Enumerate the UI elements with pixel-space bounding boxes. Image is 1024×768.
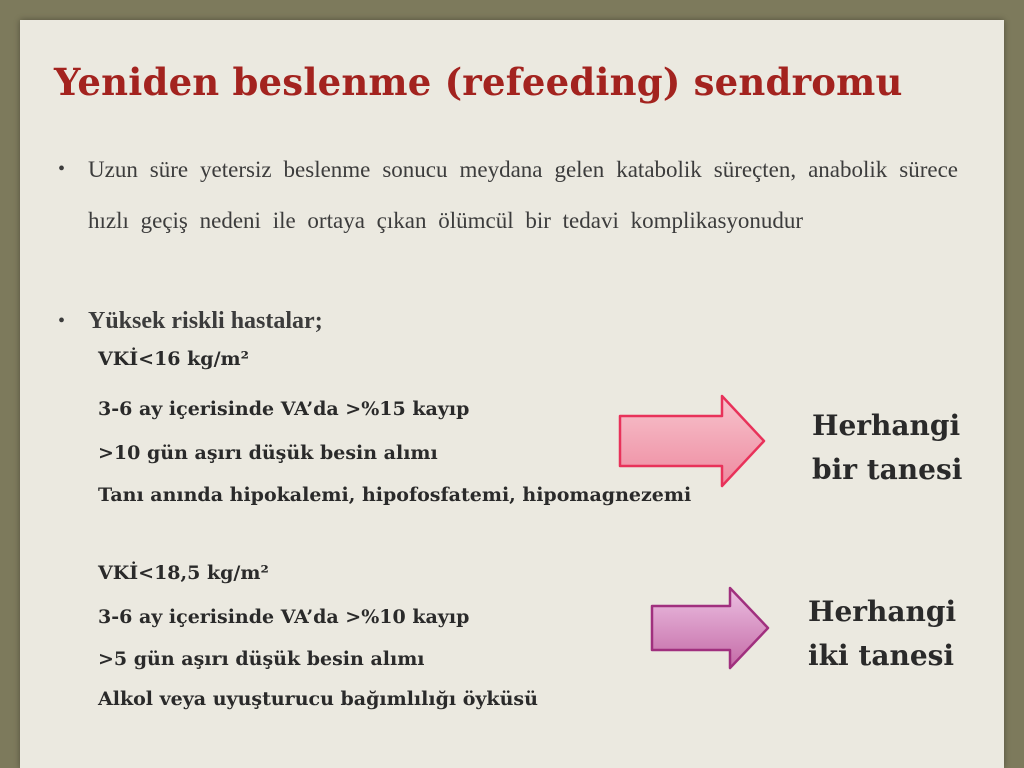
criterion-weight-loss-10: 3-6 ay içerisinde VA’da >%10 kayıp <box>98 606 470 628</box>
bullet-high-risk <box>58 296 323 347</box>
slide-title: Yeniden beslenme (refeeding) sendromu <box>54 60 903 104</box>
bullet-dot: • <box>58 310 66 332</box>
criterion-bmi-16: VKİ<16 kg/m² <box>98 348 249 370</box>
criterion-low-intake-5: >5 gün aşırı düşük besin alımı <box>98 648 425 670</box>
bullet-definition <box>58 144 958 246</box>
criterion-substance-use: Alkol veya uyuşturucu bağımlılığı öyküsü <box>98 688 538 710</box>
bullet-high-risk-text: Yüksek riskli hastalar; <box>88 308 323 334</box>
arrow-right-icon <box>650 586 772 670</box>
result-any-two-line2: iki tanesi <box>808 639 955 672</box>
arrow-right-icon <box>618 394 768 488</box>
criterion-weight-loss-15: 3-6 ay içerisinde VA’da >%15 kayıp <box>98 398 470 420</box>
result-any-one-line2: bir tanesi <box>812 453 963 486</box>
criterion-low-intake-10: >10 gün aşırı düşük besin alımı <box>98 442 438 464</box>
slide <box>20 20 1004 768</box>
bullet-dot: • <box>58 158 66 180</box>
bullet-definition-text: Uzun süre yetersiz beslenme sonucu meydana gelen katabolik süreçten, anabolik sürece hızlı geçiş nedeni ile ortaya çıkan ölümcül bir tedavi komplikasyonudur <box>88 157 958 233</box>
criterion-bmi-18-5: VKİ<18,5 kg/m² <box>98 562 269 584</box>
criterion-electrolytes: Tanı anında hipokalemi, hipofosfatemi, hipomagnezemi <box>98 484 692 506</box>
result-any-two <box>808 590 956 678</box>
result-any-one-line1: Herhangi <box>812 409 961 442</box>
result-any-two-line1: Herhangi <box>808 595 957 628</box>
result-any-one <box>812 404 962 492</box>
